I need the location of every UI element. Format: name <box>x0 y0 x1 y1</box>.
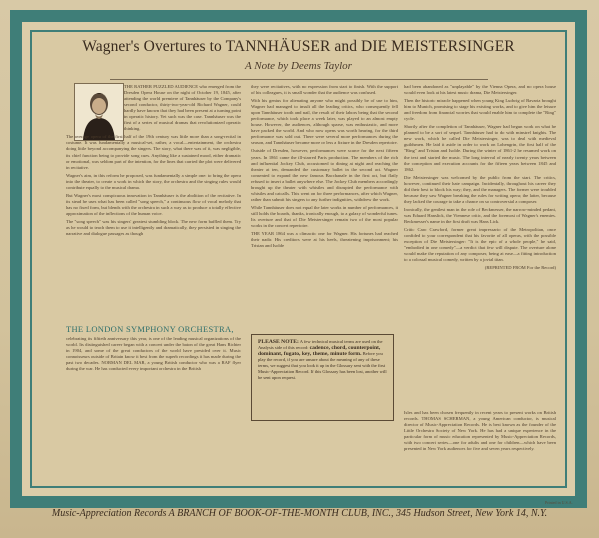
middle-paragraph-2: With his genius for alienating anyone who might possibly be of use to him, Wagner had managed to insult all the leading critics, who consequently fell upon Tannhäuser tooth and nail, the result of their labors being that the second performance, which took place a week later, was played to an almost empty house. However, the audiences, although sparse, was enthusiastic, and more have packed the world. And who now opens was worth hearing, for the third performance was sold out. There were several more performances during the season, and Tannhäuser became more or less a fixture in the Dresden repertoire. <box>251 98 398 146</box>
middle-paragraph-5: THE YEAR 1864 was a climactic one for Wagner. His fortunes had reached their nadir. His creditors were at his heels, threatening imprisonment; his Tristan and Isolde <box>251 231 398 249</box>
right-paragraph-2: Then the historic miracle happened when young King Ludwig of Bavaria brought him to Munich, promising to stage his existing works, and to give him the leisure and freedom from financial worries that would enable him to complete the "Ring" cycle. <box>404 98 556 122</box>
right-paragraph-4: Die Meistersinger was welcomed by the public from the start. The critics, however, continued their hate campaign. Incidentally, throughout his career they did their best to block his way; they, and the managers. The former were troubled because they saw Wagner breaking the rules for writing opera; the latter, because they lacked the courage to take a chance on so controversial a composer. <box>404 174 556 204</box>
middle-paragraph-3: Outside of Dresden, however, performances were scarce for the next fifteen years. In 1861 came the ill-starred Paris production. The members of the rich and influential Jockey Club, accustomed to dining at night and reaching the theater at ten, demanded the customary ballet in the second act. Wagner consented to expand the new famous Bacchanale in the first act, but flatly refused to insert a ballet anywhere else. The Jockey Club members accordingly brought up the theater with whistles and disrupted the performance with whistles and catcalls. This went on for three performances, after which Wagner, rather than submit his singers to any further indignities, withdrew the work. <box>251 148 398 202</box>
please-note-terms: cadence, chord, counterpoint, dominant, fugato, key, theme, minute form. <box>258 345 381 357</box>
page-title: Wagner's Overtures to TANNHÄUSER and DIE MEISTERSINGER <box>82 38 515 55</box>
left-paragraph-5: The "song speech" was his singers' greatest stumbling block. The new form baffled them. Try as he would to teach them to use it intelligently and dramatically, they persisted in singing the narrative and dialogue passages as though <box>66 218 241 237</box>
middle-column <box>251 84 398 328</box>
left-paragraph-3: Wagner's aim, in this reform he proposed, was fundamentally a simple one: to bring the opera into the theater, to create a work in which the story, the orchestra and the singing rules would contribute equally to the musical drama. <box>66 172 241 190</box>
please-note-text: A few technical musical terms are used on the Analysis side of this record: <box>258 339 383 350</box>
right-paragraph-5: Ironically, the gentlest man in the role of Beckmesser, the narrow-minded pedant, was Eduard Hanslick, the Viennese critic, and the foremost of Wagner's enemies. Beckmesser's name in the first draft was Hans Lick. <box>404 206 556 224</box>
middle-paragraph-4: While Tannhäuser does not equal the later works in number of performances, it still holds the boards, thanks, ironically enough, to a galaxy of wonderful tunes. Its overture and that of Die Meistersinger remain two of the most popular works in the concert repertoire. <box>251 204 398 229</box>
london-symphony-heading: THE LONDON SYMPHONY ORCHESTRA, <box>66 324 234 334</box>
publisher-footer: Music-Appreciation Records A BRANCH OF BOOK-OF-THE-MONTH CLUB, INC., 345 Hudson Street, New York 14, N.Y. <box>51 508 548 519</box>
page-subtitle: A Note by Deems Taylor <box>245 60 352 72</box>
left-paragraph-4: But Wagner's most conspicuous innovation in Tannhäuser is the abolition of the recitative. In its stead he uses what has been called "song speech," a continuous flow of vocal melody that has no fixed form, but blends with the orchestra in such a way as to produce a totally effective approximation of the inflections of the human voice. <box>66 192 241 216</box>
please-note-rest: Before you play the record, if you are unsure about the meaning of any of these terms, we suggest that you look it up in the Glossary sent with the first Music-Appreciation Record. If this Glossary has been lost, another will be sent upon request. <box>258 351 387 380</box>
title-divider <box>110 79 488 80</box>
right-paragraph-6: Critic Caro Crawford, former great impressario of the Metropolitan, once confided to your correspondent that his favorite of all operas, with the possible exception of Die Meistersinger: "It is the epic of a whole people," he said, "embodied in one comedy"—a verdict that few will dispute. The overture alone would make the reputation of any composer, being at ease—a fitting introduction to a colossal musical comedy, written by a jovial titan. <box>404 227 556 263</box>
left-paragraph-2: The average opera of the first half of the 19th century was little more than a song-recital in costume. It was fundamentally a musical-set, rather, a vocal—entertainment, the orchestra doing little beyond accompanying the singers. The story, what there was of it, was negligible, its chief function being to provide song cues. Anything like a sustained mood, either dramatic or emotional, was seldom part of the intention, for the lines that carried the plot were delivered in recitative. <box>66 134 241 170</box>
left-column <box>66 84 241 322</box>
middle-paragraph-1: they were recitatives, with no expression from start to finish. With the support of his colleagues, it is small wonder that the audience was confused. <box>251 84 398 96</box>
bottom-paragraph: Isles and has been chosen frequently in recent years to present works on British records. THOMAS SCHERMAN, a young American conductor, is musical director of Music-Appreciation Records. He is best known as the founder of the Little Orchestra Society of New York. He has had a unique experience in the particular form of music education represented by Music-Appreciation Records, with two concert series—one for adults and one for children—which have been presented in New York audiences for five and seven years respectively. <box>404 410 556 452</box>
right-column <box>404 84 556 406</box>
printed-in-label: Printed in U.S.A. <box>545 500 573 505</box>
right-paragraph-1: had been abandoned as "unplayable" by the Vienna Opera, and no opera house would even look at his latest music drama, Die Meistersinger. <box>404 84 556 96</box>
reprint-credit: (REPRINTED FROM For the Record) <box>484 265 556 271</box>
right-paragraph-3: Shortly after the completion of Tannhäuser, Wagner had begun work on what he planned to be a sort of sequel. Tannhäuser had to do with minstrel knights. The new work, which he called Die Meistersinger, was to deal with medieval guildsmen. He laid it aside in order to work on Lohengrin, the first half of the "Ring" and Tristan and Isolde. During the winter of 1861-2 he resumed work on the text and started the music. The long interval of nearly twenty years between the conception and execution accounts for the fifteen years between 1845 and 1862. <box>404 124 556 172</box>
bottom-right-block <box>404 410 556 480</box>
left-paragraph-1: THE RATHER PUZZLED AUDIENCE who emerged from the Dresden Opera House on the night of October 19, 1845, after attending the world premiere of Tannhäuser by the Company's second conductor, thirty-two-year-old Richard Wagner, could hardly have known that they had been present at a turning point in operatic history. Yet such was the case. Tannhäuser was the first of a series of musical dramas that revolutionized operatic thinking. <box>124 84 241 132</box>
please-note-box <box>251 334 394 421</box>
please-note-heading: PLEASE NOTE: <box>258 339 299 345</box>
london-symphony-text: celebrating its fiftieth anniversary this year, is one of the leading musical organizations of the world. Its distinguished career began with a concert under the baton of the great Hans Richter in 1904, and some of the great conductors of the world have presided over it. Music connoisseurs outside of Britain know it best from the superb recordings it has made during the past two decades. NORMAN DEL MAR, a young British conductor who was a RAF flyer during the war. He has conducted every important orchestra in the British <box>66 336 241 372</box>
london-symphony-body <box>66 336 241 444</box>
